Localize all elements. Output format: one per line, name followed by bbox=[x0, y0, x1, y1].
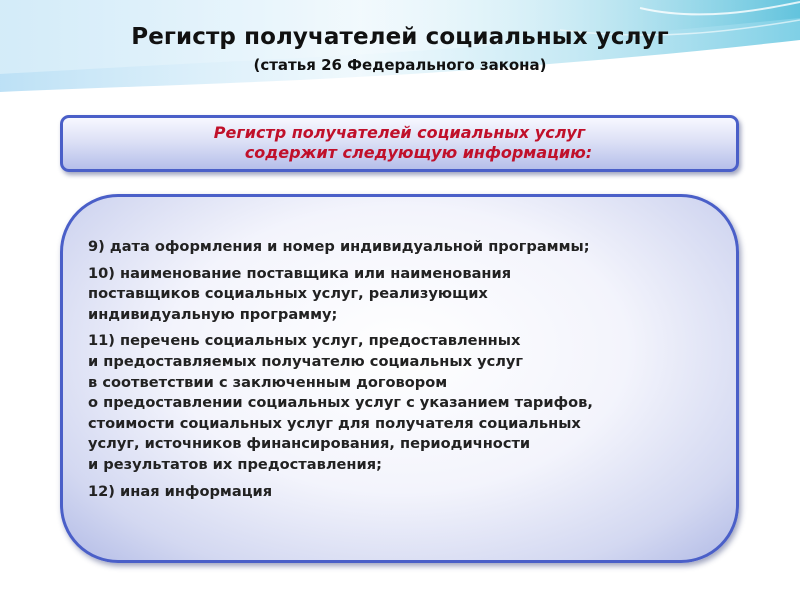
list-item-line: поставщиков социальных услуг, реализующих bbox=[88, 285, 488, 303]
list-item-line: 9) дата оформления и номер индивидуальной программы; bbox=[88, 238, 590, 255]
slide-title: Регистр получателей социальных услуг bbox=[131, 24, 669, 50]
list-item-line: 12) иная информация bbox=[88, 482, 273, 500]
list-item-12 bbox=[88, 482, 718, 503]
list-item-line: услуг, источников финансирования, периодичности bbox=[88, 435, 531, 453]
list-item-line: и результатов их предоставления; bbox=[88, 455, 382, 473]
list-item-line: 10) наименование поставщика или наименования bbox=[88, 264, 512, 282]
list-item-line: о предоставлении социальных услуг с указанием тарифов, bbox=[88, 394, 593, 412]
list-item-line: индивидуальную программу; bbox=[88, 305, 338, 323]
header-line-1: Регистр получателей социальных услуг bbox=[213, 123, 586, 142]
list-item-line: стоимости социальных услуг для получателя социальных bbox=[88, 414, 581, 432]
list-item-line: и предоставляемых получателю социальных услуг bbox=[88, 352, 524, 370]
list-item-10 bbox=[88, 264, 718, 326]
slide-subtitle: (статья 26 Федерального закона) bbox=[253, 56, 547, 74]
content-box bbox=[60, 194, 739, 563]
header-box bbox=[60, 115, 739, 172]
content-list bbox=[88, 237, 718, 508]
list-item-line: в соответствии с заключенным договором bbox=[88, 373, 448, 391]
list-item-11 bbox=[88, 331, 718, 475]
list-item-9 bbox=[88, 237, 718, 258]
header-text bbox=[63, 123, 736, 163]
list-item-line: 11) перечень социальных услуг, предоставленных bbox=[88, 332, 521, 350]
header-line-2: содержит следующую информацию: bbox=[244, 143, 593, 162]
